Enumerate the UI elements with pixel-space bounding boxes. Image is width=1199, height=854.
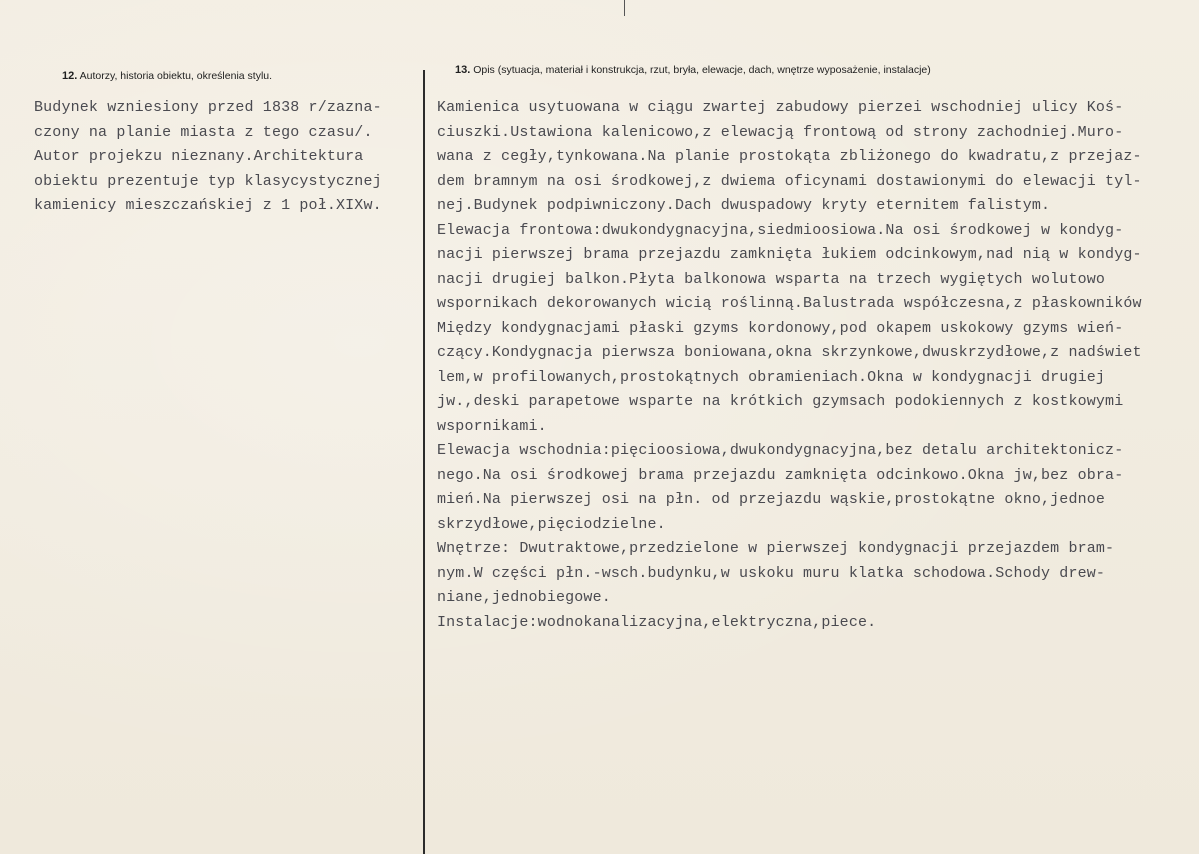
typed-line: nej.Budynek podpiwniczony.Dach dwuspadowy kryty eternitem falistym. bbox=[437, 197, 1051, 214]
typed-line: czony na planie miasta z tego czasu/. bbox=[34, 123, 373, 141]
typed-line: wspornikach dekorowanych wicią roślinną.Balustrada współczesna,z płaskowników bbox=[437, 295, 1142, 312]
typed-line: Elewacja wschodnia:pięcioosiowa,dwukondygnacyjna,bez detalu architektonicz- bbox=[437, 442, 1124, 459]
top-tick-mark bbox=[624, 0, 625, 16]
section-13-number: 13. bbox=[455, 64, 471, 76]
typed-line: Między kondygnacjami płaski gzyms kordonowy,pod okapem uskokowy gzyms wień- bbox=[437, 319, 1124, 337]
typed-line: niane,jednobiegowe. bbox=[437, 589, 611, 606]
typed-line: wana z cegły,tynkowana.Na planie prostokąta zbliżonego do kwadratu,z przejaz- bbox=[437, 148, 1142, 165]
typed-line: Autor projekzu nieznany.Architektura bbox=[34, 148, 364, 165]
section-12-number: 12. bbox=[62, 70, 78, 82]
section-13-title: Opis (sytuacja, materiał i konstrukcja, rzut, bryła, elewacje, dach, wnętrze wyposażenie, instalacje) bbox=[473, 64, 931, 76]
section-12-title: Autorzy, historia obiektu, określenia stylu. bbox=[79, 70, 273, 82]
typed-line: Instalacje:wodnokanalizacyjna,elektryczna,piece. bbox=[437, 613, 877, 631]
typed-line: Wnętrze: Dwutraktowe,przedzielone w pierwszej kondygnacji przejazdem bram- bbox=[437, 540, 1115, 557]
typed-line: nego.Na osi środkowej brama przejazdu zamknięta odcinkowo.Okna jw,bez obra- bbox=[437, 466, 1124, 484]
typed-line: kamienicy mieszczańskiej z 1 poł.XIXw. bbox=[34, 197, 382, 214]
typed-line: skrzydłowe,pięciodzielne. bbox=[437, 515, 666, 533]
typed-line: jw.,deski parapetowe wsparte na krótkich gzymsach podokiennych z kostkowymi bbox=[437, 393, 1124, 410]
typed-line: nacji pierwszej brama przejazdu zamknięta łukiem odcinkowym,nad nią w kondyg- bbox=[437, 246, 1142, 263]
section-13-body bbox=[437, 96, 1142, 635]
typed-line: nacji drugiej balkon.Płyta balkonowa wsparta na trzech wygiętych wolutowo bbox=[437, 270, 1106, 288]
typed-line: czący.Kondygnacja pierwsza boniowana,okna skrzynkowe,dwuskrzydłowe,z nadświet bbox=[437, 344, 1142, 361]
typed-line: ciuszki.Ustawiona kalenicowo,z elewacją frontową od strony zachodniej.Muro- bbox=[437, 123, 1124, 141]
typed-line: mień.Na pierwszej osi na płn. od przejazdu wąskie,prostokątne okno,jednoe bbox=[437, 491, 1106, 508]
typed-line: wspornikami. bbox=[437, 417, 547, 435]
typed-line: Kamienica usytuowana w ciągu zwartej zabudowy pierzei wschodniej ulicy Koś- bbox=[437, 99, 1124, 116]
typed-line: obiektu prezentuje typ klasycystycznej bbox=[34, 172, 382, 190]
typed-line: Budynek wzniesiony przed 1838 r/zazna- bbox=[34, 99, 382, 116]
typed-line: Elewacja frontowa:dwukondygnacyjna,siedmioosiowa.Na osi środkowej w kondyg- bbox=[437, 221, 1124, 239]
typed-line: lem,w profilowanych,prostokątnych obramieniach.Okna w kondygnacji drugiej bbox=[437, 368, 1106, 386]
section-12-heading bbox=[62, 70, 272, 82]
typed-line: dem bramnym na osi środkowej,z dwiema oficynami dostawionymi do elewacji tyl- bbox=[437, 172, 1142, 190]
section-13-heading bbox=[455, 64, 931, 76]
section-12-body bbox=[34, 96, 382, 219]
typed-line: nym.W części płn.-wsch.budynku,w uskoku muru klatka schodowa.Schody drew- bbox=[437, 564, 1106, 582]
column-divider bbox=[423, 70, 425, 854]
